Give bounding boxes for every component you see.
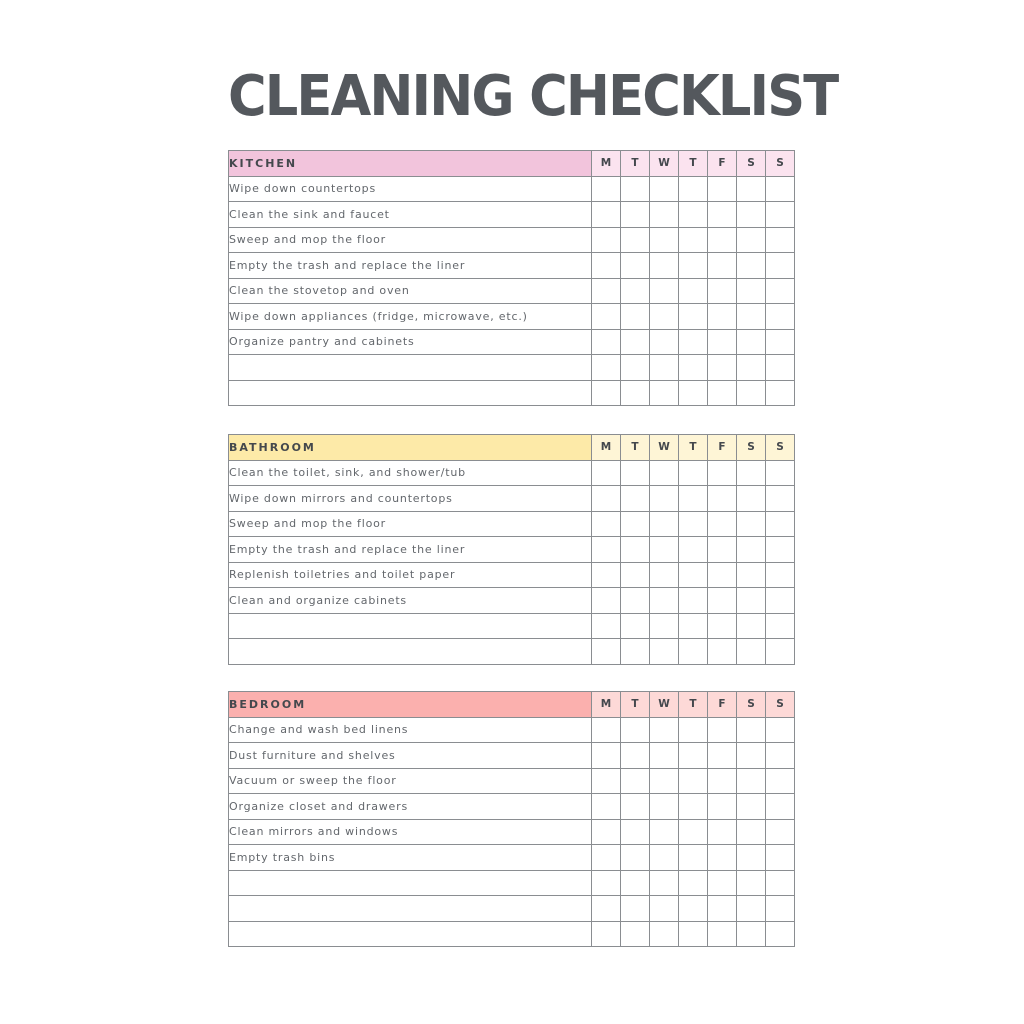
task-row — [229, 511, 795, 537]
day-checkbox[interactable] — [766, 537, 795, 563]
day-checkbox[interactable] — [737, 639, 766, 665]
section-header-row — [229, 692, 795, 718]
day-checkbox[interactable] — [650, 202, 679, 228]
day-checkbox[interactable] — [592, 562, 621, 588]
day-checkbox[interactable] — [708, 613, 737, 639]
day-checkbox[interactable] — [621, 304, 650, 330]
day-checkbox[interactable] — [708, 717, 737, 743]
day-checkbox[interactable] — [708, 486, 737, 512]
day-checkbox[interactable] — [766, 278, 795, 304]
day-checkbox[interactable] — [650, 537, 679, 563]
day-header: F — [708, 692, 737, 718]
day-checkbox[interactable] — [679, 304, 708, 330]
day-checkbox[interactable] — [621, 176, 650, 202]
task-row — [229, 717, 795, 743]
task-row — [229, 921, 795, 947]
day-checkbox[interactable] — [650, 921, 679, 947]
day-checkbox[interactable] — [650, 486, 679, 512]
day-checkbox[interactable] — [708, 227, 737, 253]
day-checkbox[interactable] — [650, 253, 679, 279]
day-checkbox[interactable] — [679, 613, 708, 639]
task-row — [229, 380, 795, 406]
task-row — [229, 743, 795, 769]
day-checkbox[interactable] — [592, 380, 621, 406]
day-checkbox[interactable] — [766, 921, 795, 947]
task-row — [229, 562, 795, 588]
day-checkbox[interactable] — [766, 202, 795, 228]
day-checkbox[interactable] — [592, 176, 621, 202]
day-checkbox[interactable] — [621, 562, 650, 588]
day-header: W — [650, 151, 679, 177]
day-header: S — [737, 151, 766, 177]
day-checkbox[interactable] — [737, 613, 766, 639]
day-checkbox[interactable] — [679, 768, 708, 794]
day-checkbox[interactable] — [592, 794, 621, 820]
task-row — [229, 176, 795, 202]
day-checkbox[interactable] — [621, 278, 650, 304]
bathroom-checklist — [228, 434, 795, 665]
day-checkbox[interactable] — [737, 921, 766, 947]
day-checkbox[interactable] — [650, 355, 679, 381]
task-row — [229, 870, 795, 896]
day-checkbox[interactable] — [766, 639, 795, 665]
day-checkbox[interactable] — [650, 819, 679, 845]
day-checkbox[interactable] — [737, 562, 766, 588]
task-label: Change and wash bed linens — [229, 717, 592, 743]
day-checkbox[interactable] — [679, 717, 708, 743]
day-checkbox[interactable] — [650, 717, 679, 743]
day-checkbox[interactable] — [708, 588, 737, 614]
day-checkbox[interactable] — [679, 639, 708, 665]
day-checkbox[interactable] — [737, 202, 766, 228]
day-checkbox[interactable] — [621, 329, 650, 355]
day-checkbox[interactable] — [737, 717, 766, 743]
day-checkbox[interactable] — [679, 202, 708, 228]
day-header: F — [708, 151, 737, 177]
day-header: F — [708, 435, 737, 461]
task-label: Organize closet and drawers — [229, 794, 592, 820]
task-label: Dust furniture and shelves — [229, 743, 592, 769]
day-checkbox[interactable] — [737, 896, 766, 922]
day-header: T — [679, 151, 708, 177]
day-checkbox[interactable] — [766, 613, 795, 639]
task-row — [229, 253, 795, 279]
task-label: Replenish toiletries and toilet paper — [229, 562, 592, 588]
day-checkbox[interactable] — [592, 278, 621, 304]
day-checkbox[interactable] — [708, 202, 737, 228]
section-title: KITCHEN — [229, 151, 592, 177]
day-checkbox[interactable] — [650, 511, 679, 537]
day-checkbox[interactable] — [679, 329, 708, 355]
day-checkbox[interactable] — [621, 537, 650, 563]
day-checkbox[interactable] — [621, 460, 650, 486]
day-checkbox[interactable] — [650, 176, 679, 202]
day-checkbox[interactable] — [621, 227, 650, 253]
day-checkbox[interactable] — [650, 613, 679, 639]
day-checkbox[interactable] — [621, 768, 650, 794]
day-checkbox[interactable] — [766, 717, 795, 743]
kitchen-checklist — [228, 150, 795, 406]
day-checkbox[interactable] — [708, 537, 737, 563]
day-checkbox[interactable] — [621, 588, 650, 614]
day-checkbox[interactable] — [592, 329, 621, 355]
day-checkbox[interactable] — [708, 768, 737, 794]
day-checkbox[interactable] — [708, 896, 737, 922]
day-checkbox[interactable] — [766, 870, 795, 896]
day-checkbox[interactable] — [679, 176, 708, 202]
day-checkbox[interactable] — [650, 870, 679, 896]
day-checkbox[interactable] — [650, 304, 679, 330]
day-checkbox[interactable] — [766, 794, 795, 820]
day-checkbox[interactable] — [679, 486, 708, 512]
day-header: S — [766, 435, 795, 461]
task-label: Clean mirrors and windows — [229, 819, 592, 845]
day-checkbox[interactable] — [708, 329, 737, 355]
day-checkbox[interactable] — [679, 355, 708, 381]
day-header: S — [766, 692, 795, 718]
day-checkbox[interactable] — [679, 562, 708, 588]
blank-task-field[interactable] — [229, 355, 592, 381]
day-checkbox[interactable] — [708, 743, 737, 769]
task-label: Empty the trash and replace the liner — [229, 253, 592, 279]
day-checkbox[interactable] — [650, 562, 679, 588]
day-checkbox[interactable] — [766, 819, 795, 845]
day-checkbox[interactable] — [679, 278, 708, 304]
task-label: Vacuum or sweep the floor — [229, 768, 592, 794]
day-checkbox[interactable] — [737, 355, 766, 381]
task-label: Wipe down countertops — [229, 176, 592, 202]
day-checkbox[interactable] — [679, 794, 708, 820]
day-checkbox[interactable] — [766, 486, 795, 512]
day-checkbox[interactable] — [737, 227, 766, 253]
day-checkbox[interactable] — [592, 355, 621, 381]
day-checkbox[interactable] — [621, 743, 650, 769]
day-checkbox[interactable] — [766, 304, 795, 330]
day-checkbox[interactable] — [737, 304, 766, 330]
day-header: W — [650, 692, 679, 718]
day-checkbox[interactable] — [592, 253, 621, 279]
day-checkbox[interactable] — [650, 278, 679, 304]
day-header: T — [679, 692, 708, 718]
day-checkbox[interactable] — [592, 227, 621, 253]
day-checkbox[interactable] — [708, 253, 737, 279]
day-checkbox[interactable] — [737, 176, 766, 202]
day-checkbox[interactable] — [650, 460, 679, 486]
day-checkbox[interactable] — [592, 896, 621, 922]
day-checkbox[interactable] — [592, 537, 621, 563]
day-checkbox[interactable] — [737, 329, 766, 355]
day-checkbox[interactable] — [708, 562, 737, 588]
day-checkbox[interactable] — [621, 253, 650, 279]
day-checkbox[interactable] — [737, 768, 766, 794]
day-checkbox[interactable] — [621, 717, 650, 743]
day-checkbox[interactable] — [766, 176, 795, 202]
day-checkbox[interactable] — [592, 921, 621, 947]
task-row — [229, 304, 795, 330]
task-label: Wipe down appliances (fridge, microwave, etc.) — [229, 304, 592, 330]
day-checkbox[interactable] — [650, 794, 679, 820]
day-checkbox[interactable] — [650, 588, 679, 614]
day-checkbox[interactable] — [592, 304, 621, 330]
blank-task-field[interactable] — [229, 639, 592, 665]
task-row — [229, 845, 795, 871]
task-label: Clean the sink and faucet — [229, 202, 592, 228]
task-row — [229, 794, 795, 820]
day-checkbox[interactable] — [592, 768, 621, 794]
day-checkbox[interactable] — [679, 460, 708, 486]
day-checkbox[interactable] — [592, 202, 621, 228]
day-checkbox[interactable] — [737, 460, 766, 486]
day-checkbox[interactable] — [621, 511, 650, 537]
day-checkbox[interactable] — [766, 329, 795, 355]
day-checkbox[interactable] — [650, 227, 679, 253]
day-checkbox[interactable] — [679, 743, 708, 769]
day-checkbox[interactable] — [621, 845, 650, 871]
day-checkbox[interactable] — [650, 639, 679, 665]
day-header: T — [621, 435, 650, 461]
day-checkbox[interactable] — [650, 896, 679, 922]
day-checkbox[interactable] — [679, 588, 708, 614]
page-title: CLEANING CHECKLIST — [228, 64, 838, 129]
task-row — [229, 202, 795, 228]
day-checkbox[interactable] — [592, 639, 621, 665]
day-checkbox[interactable] — [679, 511, 708, 537]
day-checkbox[interactable] — [679, 227, 708, 253]
day-checkbox[interactable] — [679, 845, 708, 871]
day-checkbox[interactable] — [708, 304, 737, 330]
day-checkbox[interactable] — [621, 639, 650, 665]
day-checkbox[interactable] — [592, 743, 621, 769]
day-checkbox[interactable] — [737, 380, 766, 406]
day-header: M — [592, 435, 621, 461]
day-checkbox[interactable] — [679, 380, 708, 406]
day-checkbox[interactable] — [766, 896, 795, 922]
day-checkbox[interactable] — [592, 870, 621, 896]
day-checkbox[interactable] — [766, 768, 795, 794]
day-checkbox[interactable] — [737, 588, 766, 614]
day-checkbox[interactable] — [737, 537, 766, 563]
day-checkbox[interactable] — [708, 176, 737, 202]
day-header: S — [737, 692, 766, 718]
day-checkbox[interactable] — [737, 870, 766, 896]
task-row — [229, 355, 795, 381]
day-header: S — [766, 151, 795, 177]
day-checkbox[interactable] — [737, 845, 766, 871]
task-label: Empty the trash and replace the liner — [229, 537, 592, 563]
day-header: S — [737, 435, 766, 461]
day-checkbox[interactable] — [592, 460, 621, 486]
day-checkbox[interactable] — [766, 511, 795, 537]
day-checkbox[interactable] — [766, 845, 795, 871]
day-checkbox[interactable] — [766, 355, 795, 381]
day-checkbox[interactable] — [621, 613, 650, 639]
task-label: Sweep and mop the floor — [229, 227, 592, 253]
day-checkbox[interactable] — [650, 380, 679, 406]
blank-task-field[interactable] — [229, 870, 592, 896]
task-label: Clean and organize cabinets — [229, 588, 592, 614]
day-checkbox[interactable] — [708, 819, 737, 845]
task-row — [229, 588, 795, 614]
day-checkbox[interactable] — [737, 486, 766, 512]
day-checkbox[interactable] — [708, 794, 737, 820]
day-checkbox[interactable] — [592, 819, 621, 845]
day-checkbox[interactable] — [592, 717, 621, 743]
day-checkbox[interactable] — [592, 486, 621, 512]
task-row — [229, 768, 795, 794]
day-checkbox[interactable] — [737, 743, 766, 769]
day-checkbox[interactable] — [679, 253, 708, 279]
day-header: M — [592, 151, 621, 177]
day-checkbox[interactable] — [737, 511, 766, 537]
day-checkbox[interactable] — [650, 743, 679, 769]
day-header: M — [592, 692, 621, 718]
task-row — [229, 896, 795, 922]
blank-task-field[interactable] — [229, 896, 592, 922]
day-checkbox[interactable] — [621, 202, 650, 228]
day-checkbox[interactable] — [621, 819, 650, 845]
day-checkbox[interactable] — [621, 380, 650, 406]
day-checkbox[interactable] — [650, 768, 679, 794]
day-checkbox[interactable] — [679, 921, 708, 947]
day-checkbox[interactable] — [708, 511, 737, 537]
task-row — [229, 486, 795, 512]
day-checkbox[interactable] — [737, 819, 766, 845]
day-checkbox[interactable] — [766, 588, 795, 614]
day-checkbox[interactable] — [621, 896, 650, 922]
day-checkbox[interactable] — [621, 921, 650, 947]
day-checkbox[interactable] — [679, 896, 708, 922]
day-checkbox[interactable] — [621, 794, 650, 820]
task-row — [229, 278, 795, 304]
task-row — [229, 227, 795, 253]
day-checkbox[interactable] — [708, 380, 737, 406]
day-checkbox[interactable] — [766, 253, 795, 279]
day-checkbox[interactable] — [621, 870, 650, 896]
day-checkbox[interactable] — [766, 562, 795, 588]
task-label: Wipe down mirrors and countertops — [229, 486, 592, 512]
day-checkbox[interactable] — [621, 486, 650, 512]
section-header-row — [229, 435, 795, 461]
day-checkbox[interactable] — [708, 278, 737, 304]
task-label: Empty trash bins — [229, 845, 592, 871]
blank-task-field[interactable] — [229, 613, 592, 639]
section-title: BEDROOM — [229, 692, 592, 718]
task-row — [229, 537, 795, 563]
day-checkbox[interactable] — [737, 253, 766, 279]
day-checkbox[interactable] — [766, 227, 795, 253]
section-title: BATHROOM — [229, 435, 592, 461]
task-label: Clean the toilet, sink, and shower/tub — [229, 460, 592, 486]
task-label: Organize pantry and cabinets — [229, 329, 592, 355]
blank-task-field[interactable] — [229, 921, 592, 947]
task-row — [229, 329, 795, 355]
day-header: W — [650, 435, 679, 461]
day-checkbox[interactable] — [650, 845, 679, 871]
day-checkbox[interactable] — [708, 355, 737, 381]
day-checkbox[interactable] — [708, 639, 737, 665]
day-checkbox[interactable] — [708, 845, 737, 871]
task-row — [229, 613, 795, 639]
blank-task-field[interactable] — [229, 380, 592, 406]
task-label: Sweep and mop the floor — [229, 511, 592, 537]
day-checkbox[interactable] — [592, 613, 621, 639]
day-checkbox[interactable] — [708, 870, 737, 896]
day-checkbox[interactable] — [766, 380, 795, 406]
task-row — [229, 460, 795, 486]
day-header: T — [621, 692, 650, 718]
bedroom-checklist — [228, 691, 795, 947]
task-row — [229, 639, 795, 665]
day-header: T — [679, 435, 708, 461]
day-checkbox[interactable] — [679, 537, 708, 563]
task-row — [229, 819, 795, 845]
day-checkbox[interactable] — [592, 845, 621, 871]
day-checkbox[interactable] — [621, 355, 650, 381]
section-header-row — [229, 151, 795, 177]
day-checkbox[interactable] — [708, 921, 737, 947]
day-header: T — [621, 151, 650, 177]
day-checkbox[interactable] — [737, 794, 766, 820]
day-checkbox[interactable] — [650, 329, 679, 355]
day-checkbox[interactable] — [592, 588, 621, 614]
day-checkbox[interactable] — [592, 511, 621, 537]
day-checkbox[interactable] — [766, 460, 795, 486]
task-label: Clean the stovetop and oven — [229, 278, 592, 304]
day-checkbox[interactable] — [679, 819, 708, 845]
day-checkbox[interactable] — [737, 278, 766, 304]
day-checkbox[interactable] — [679, 870, 708, 896]
day-checkbox[interactable] — [708, 460, 737, 486]
day-checkbox[interactable] — [766, 743, 795, 769]
